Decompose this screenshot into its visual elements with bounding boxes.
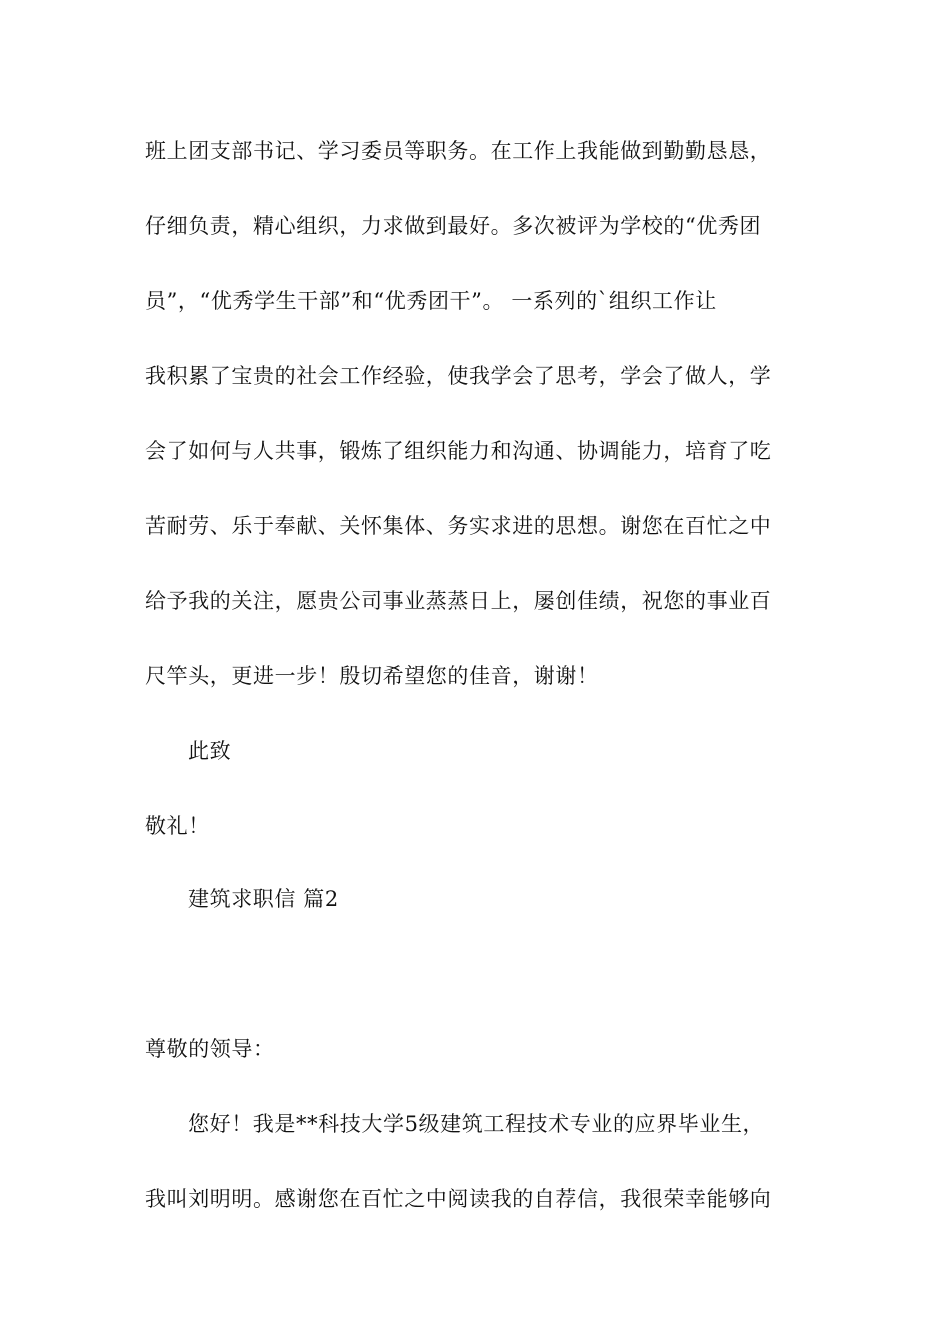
letter-line: 您好！我是**科技大学5级建筑工程技术专业的应界毕业生，	[188, 1112, 765, 1136]
paragraph-line: 我积累了宝贵的社会工作经验，使我学会了思考，学会了做人，学	[145, 364, 772, 388]
paragraph-line: 员”，“优秀学生干部”和“优秀团干”。 一系列的`组织工作让	[145, 289, 717, 313]
letter-line: 我叫刘明明。感谢您在百忙之中阅读我的自荐信，我很荣幸能够向	[145, 1187, 772, 1211]
paragraph-line: 仔细负责，精心组织，力求做到最好。多次被评为学校的“优秀团	[145, 214, 762, 238]
salutation: 尊敬的领导：	[145, 1037, 275, 1061]
paragraph-line: 苦耐劳、乐于奉献、关怀集体、务实求进的思想。谢您在百忙之中	[145, 514, 772, 538]
section-title: 建筑求职信 篇2	[188, 887, 339, 911]
closing-salute: 敬礼！	[145, 814, 210, 838]
paragraph-line: 会了如何与人共事，锻炼了组织能力和沟通、协调能力，培育了吃	[145, 439, 772, 463]
paragraph-line: 尺竿头，更进一步！殷切希望您的佳音，谢谢！	[145, 664, 599, 688]
paragraph-line: 给予我的关注，愿贵公司事业蒸蒸日上，屡创佳绩，祝您的事业百	[145, 589, 772, 613]
closing-greeting: 此致	[188, 739, 232, 763]
paragraph-line: 班上团支部书记、学习委员等职务。在工作上我能做到勤勤恳恳，	[145, 139, 772, 163]
